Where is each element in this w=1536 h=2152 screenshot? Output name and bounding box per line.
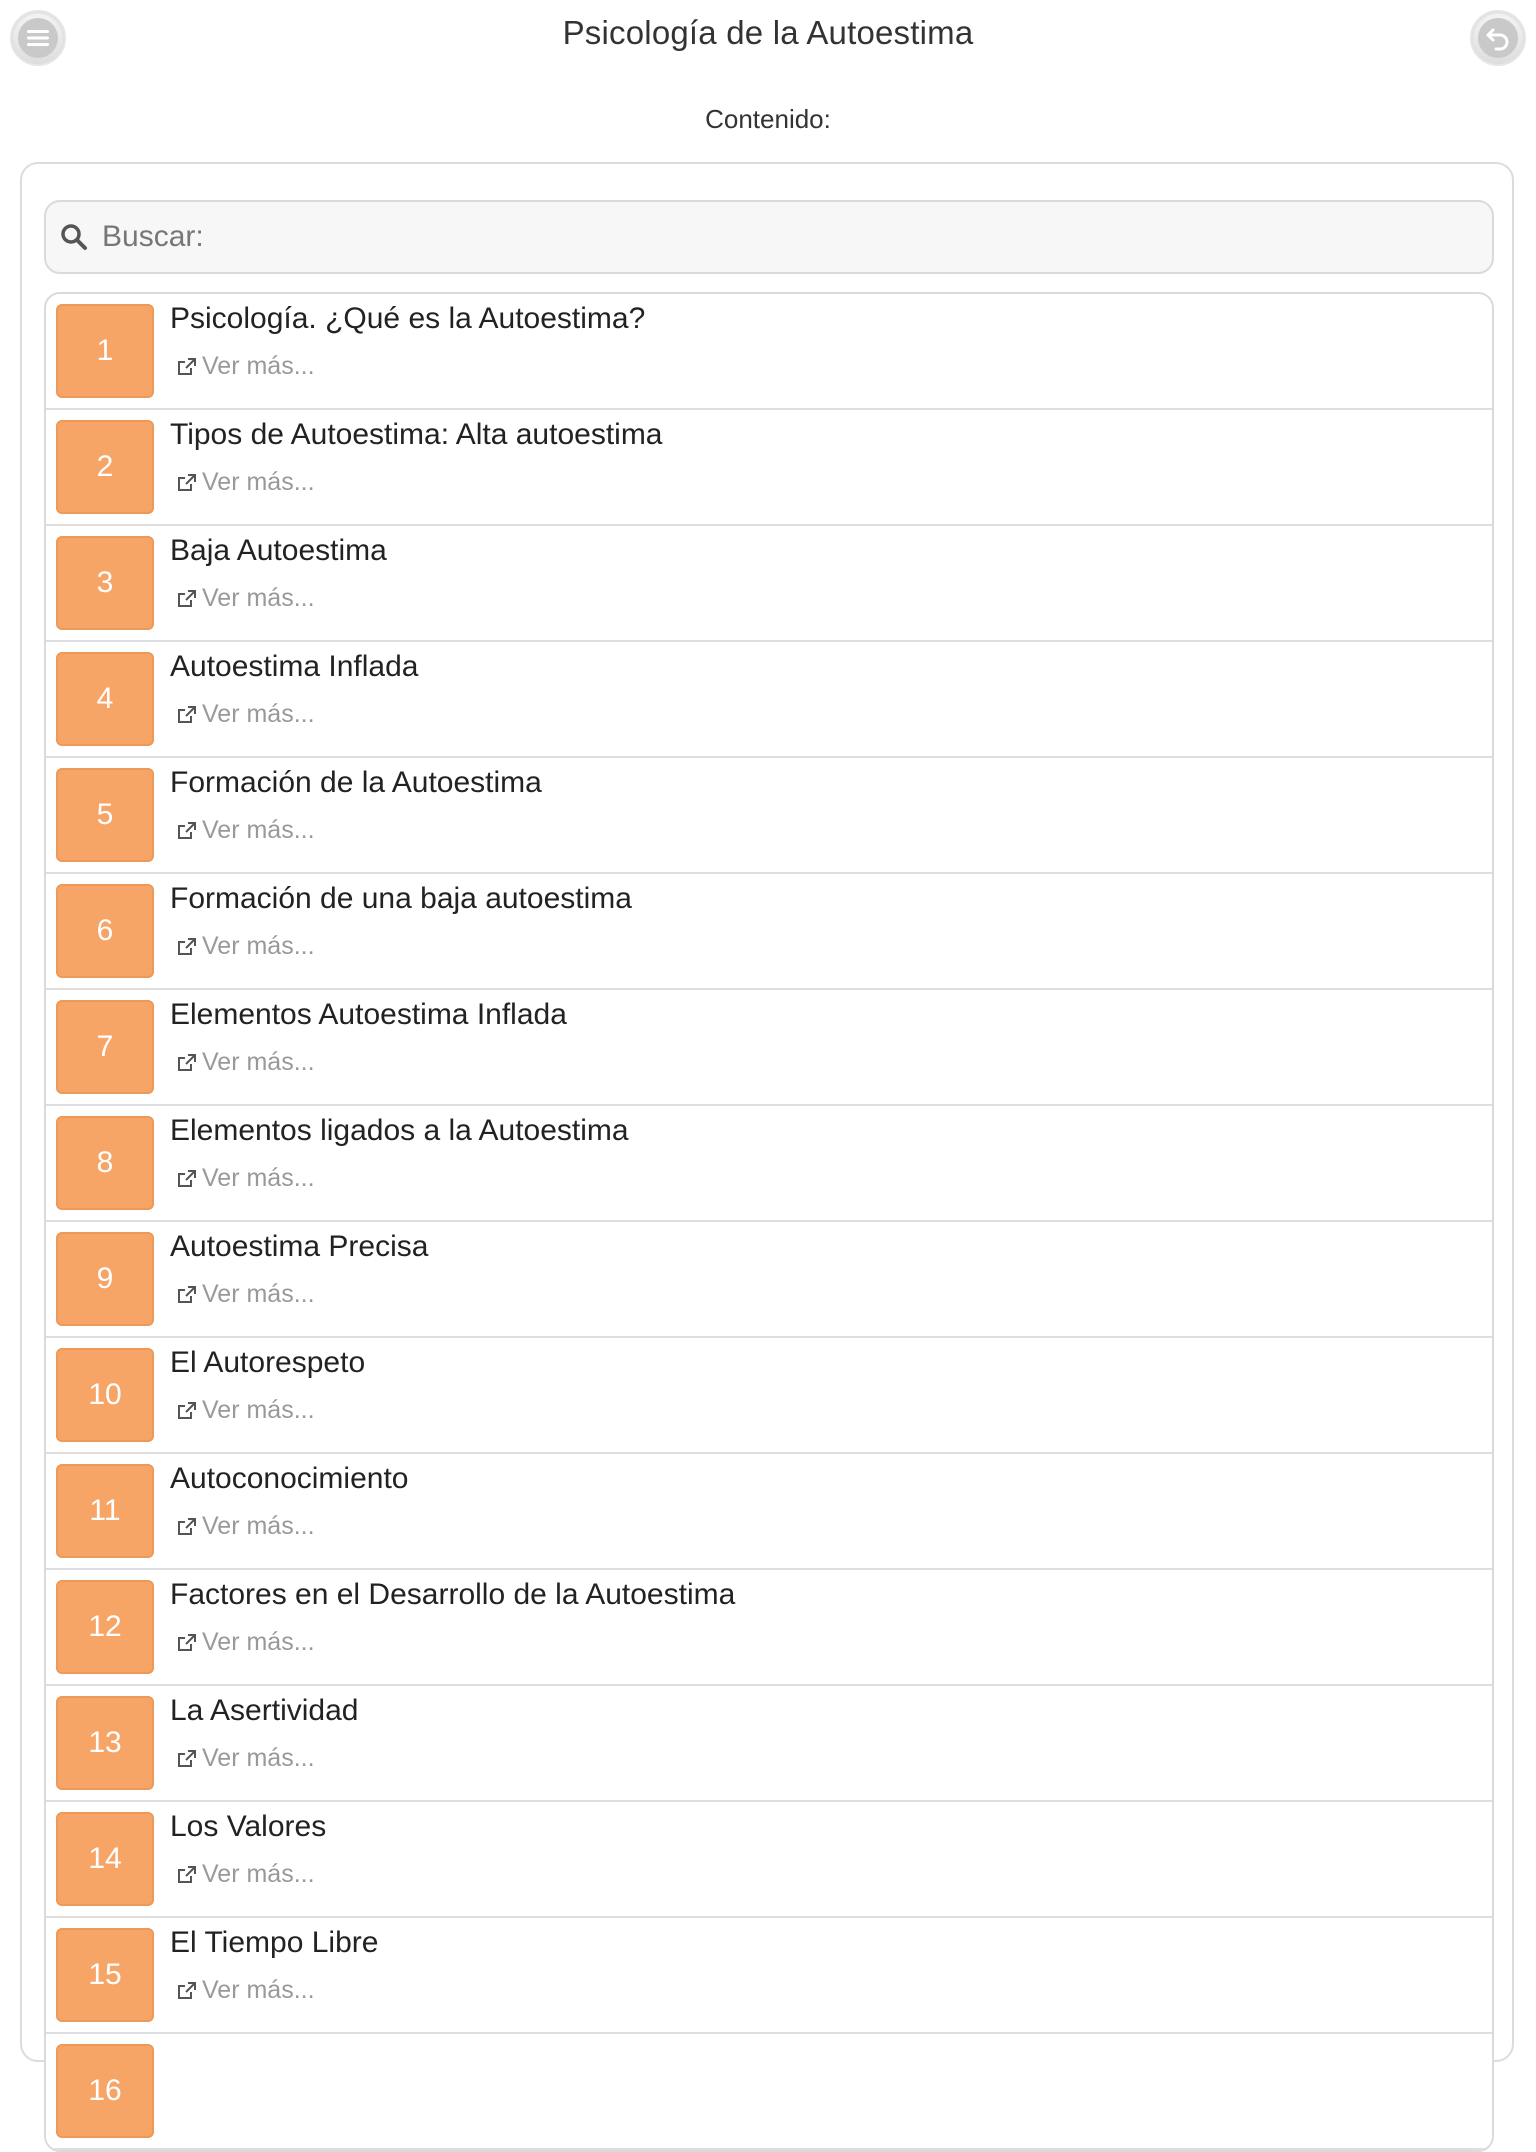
external-link-icon [176,1980,198,2002]
item-title: El Tiempo Libre [170,1926,379,1959]
item-number-badge: 5 [56,768,154,862]
ver-mas-label: Ver más... [202,1628,315,1656]
ver-mas-label: Ver más... [202,1280,315,1308]
search-input[interactable] [100,219,1454,255]
ver-mas-link[interactable] [176,1976,315,2005]
list-item[interactable] [46,1338,1492,1454]
content-label: Contenido: [705,104,831,134]
item-title: Elementos ligados a la Autoestima [170,1114,629,1147]
item-number-badge: 16 [56,2044,154,2138]
search-bar[interactable] [44,200,1494,274]
item-number-badge: 11 [56,1464,154,1558]
ver-mas-link[interactable] [176,932,315,961]
ver-mas-label: Ver más... [202,1048,315,1076]
item-number-badge: 13 [56,1696,154,1790]
ver-mas-link[interactable] [176,1512,315,1541]
ver-mas-label: Ver más... [202,468,315,496]
list-item[interactable] [46,1454,1492,1570]
item-title: Psicología. ¿Qué es la Autoestima? [170,302,646,335]
list-item[interactable] [46,1222,1492,1338]
external-link-icon [176,704,198,726]
item-number-badge: 1 [56,304,154,398]
list-item[interactable] [46,410,1492,526]
item-number-badge: 14 [56,1812,154,1906]
external-link-icon [176,1748,198,1770]
ver-mas-link[interactable] [176,468,315,497]
item-number-badge: 10 [56,1348,154,1442]
search-icon [58,221,90,253]
item-title: Autoestima Inflada [170,650,419,683]
ver-mas-label: Ver más... [202,1744,315,1772]
external-link-icon [176,820,198,842]
topic-list [44,292,1494,2152]
ver-mas-link[interactable] [176,1048,315,1077]
item-number-badge: 2 [56,420,154,514]
item-number-badge: 15 [56,1928,154,2022]
list-item[interactable] [46,294,1492,410]
item-title: Factores en el Desarrollo de la Autoestima [170,1578,736,1611]
external-link-icon [176,356,198,378]
item-number-badge: 3 [56,536,154,630]
ver-mas-label: Ver más... [202,1164,315,1192]
ver-mas-link[interactable] [176,1280,315,1309]
ver-mas-link[interactable] [176,1164,315,1193]
item-number-badge: 7 [56,1000,154,1094]
ver-mas-label: Ver más... [202,1976,315,2004]
list-item[interactable] [46,642,1492,758]
item-number-badge: 9 [56,1232,154,1326]
list-item[interactable] [46,1106,1492,1222]
ver-mas-label: Ver más... [202,1860,315,1888]
external-link-icon [176,1516,198,1538]
item-title: Elementos Autoestima Inflada [170,998,567,1031]
page-title: Psicología de la Autoestima [562,14,974,51]
item-number-badge: 8 [56,1116,154,1210]
content-panel [20,162,1514,2107]
list-item[interactable] [46,758,1492,874]
header [0,0,1536,96]
ver-mas-label: Ver más... [202,584,315,612]
item-title: Autoconocimiento [170,1462,409,1495]
item-title: El Autorespeto [170,1346,366,1379]
ver-mas-link[interactable] [176,1860,315,1889]
list-item[interactable] [46,990,1492,1106]
item-title: Baja Autoestima [170,534,387,567]
ver-mas-label: Ver más... [202,816,315,844]
ver-mas-link[interactable] [176,816,315,845]
item-title: Los Valores [170,1810,327,1843]
list-item[interactable] [46,526,1492,642]
ver-mas-label: Ver más... [202,700,315,728]
external-link-icon [176,1168,198,1190]
external-link-icon [176,936,198,958]
item-number-badge: 4 [56,652,154,746]
list-item[interactable] [46,1802,1492,1918]
ver-mas-link[interactable] [176,1628,315,1657]
external-link-icon [176,472,198,494]
item-title: Tipos de Autoestima: Alta autoestima [170,418,663,451]
item-number-badge: 12 [56,1580,154,1674]
back-button[interactable] [1470,10,1526,66]
item-title: Formación de una baja autoestima [170,882,632,915]
item-title: Formación de la Autoestima [170,766,542,799]
ver-mas-link[interactable] [176,1396,315,1425]
item-number-badge: 6 [56,884,154,978]
list-item[interactable] [46,1686,1492,1802]
item-title: Autoestima Precisa [170,1230,429,1263]
back-arrow-icon [1478,18,1518,58]
ver-mas-label: Ver más... [202,1512,315,1540]
external-link-icon [176,1632,198,1654]
external-link-icon [176,588,198,610]
external-link-icon [176,1400,198,1422]
ver-mas-link[interactable] [176,352,315,381]
ver-mas-link[interactable] [176,584,315,613]
list-item[interactable] [46,874,1492,990]
ver-mas-label: Ver más... [202,1396,315,1424]
external-link-icon [176,1864,198,1886]
ver-mas-label: Ver más... [202,352,315,380]
external-link-icon [176,1052,198,1074]
ver-mas-link[interactable] [176,700,315,729]
external-link-icon [176,1284,198,1306]
list-item[interactable] [46,2034,1492,2150]
list-item[interactable] [46,1570,1492,1686]
ver-mas-link[interactable] [176,1744,315,1773]
item-title: La Asertividad [170,1694,359,1727]
list-item[interactable] [46,1918,1492,2034]
ver-mas-label: Ver más... [202,932,315,960]
